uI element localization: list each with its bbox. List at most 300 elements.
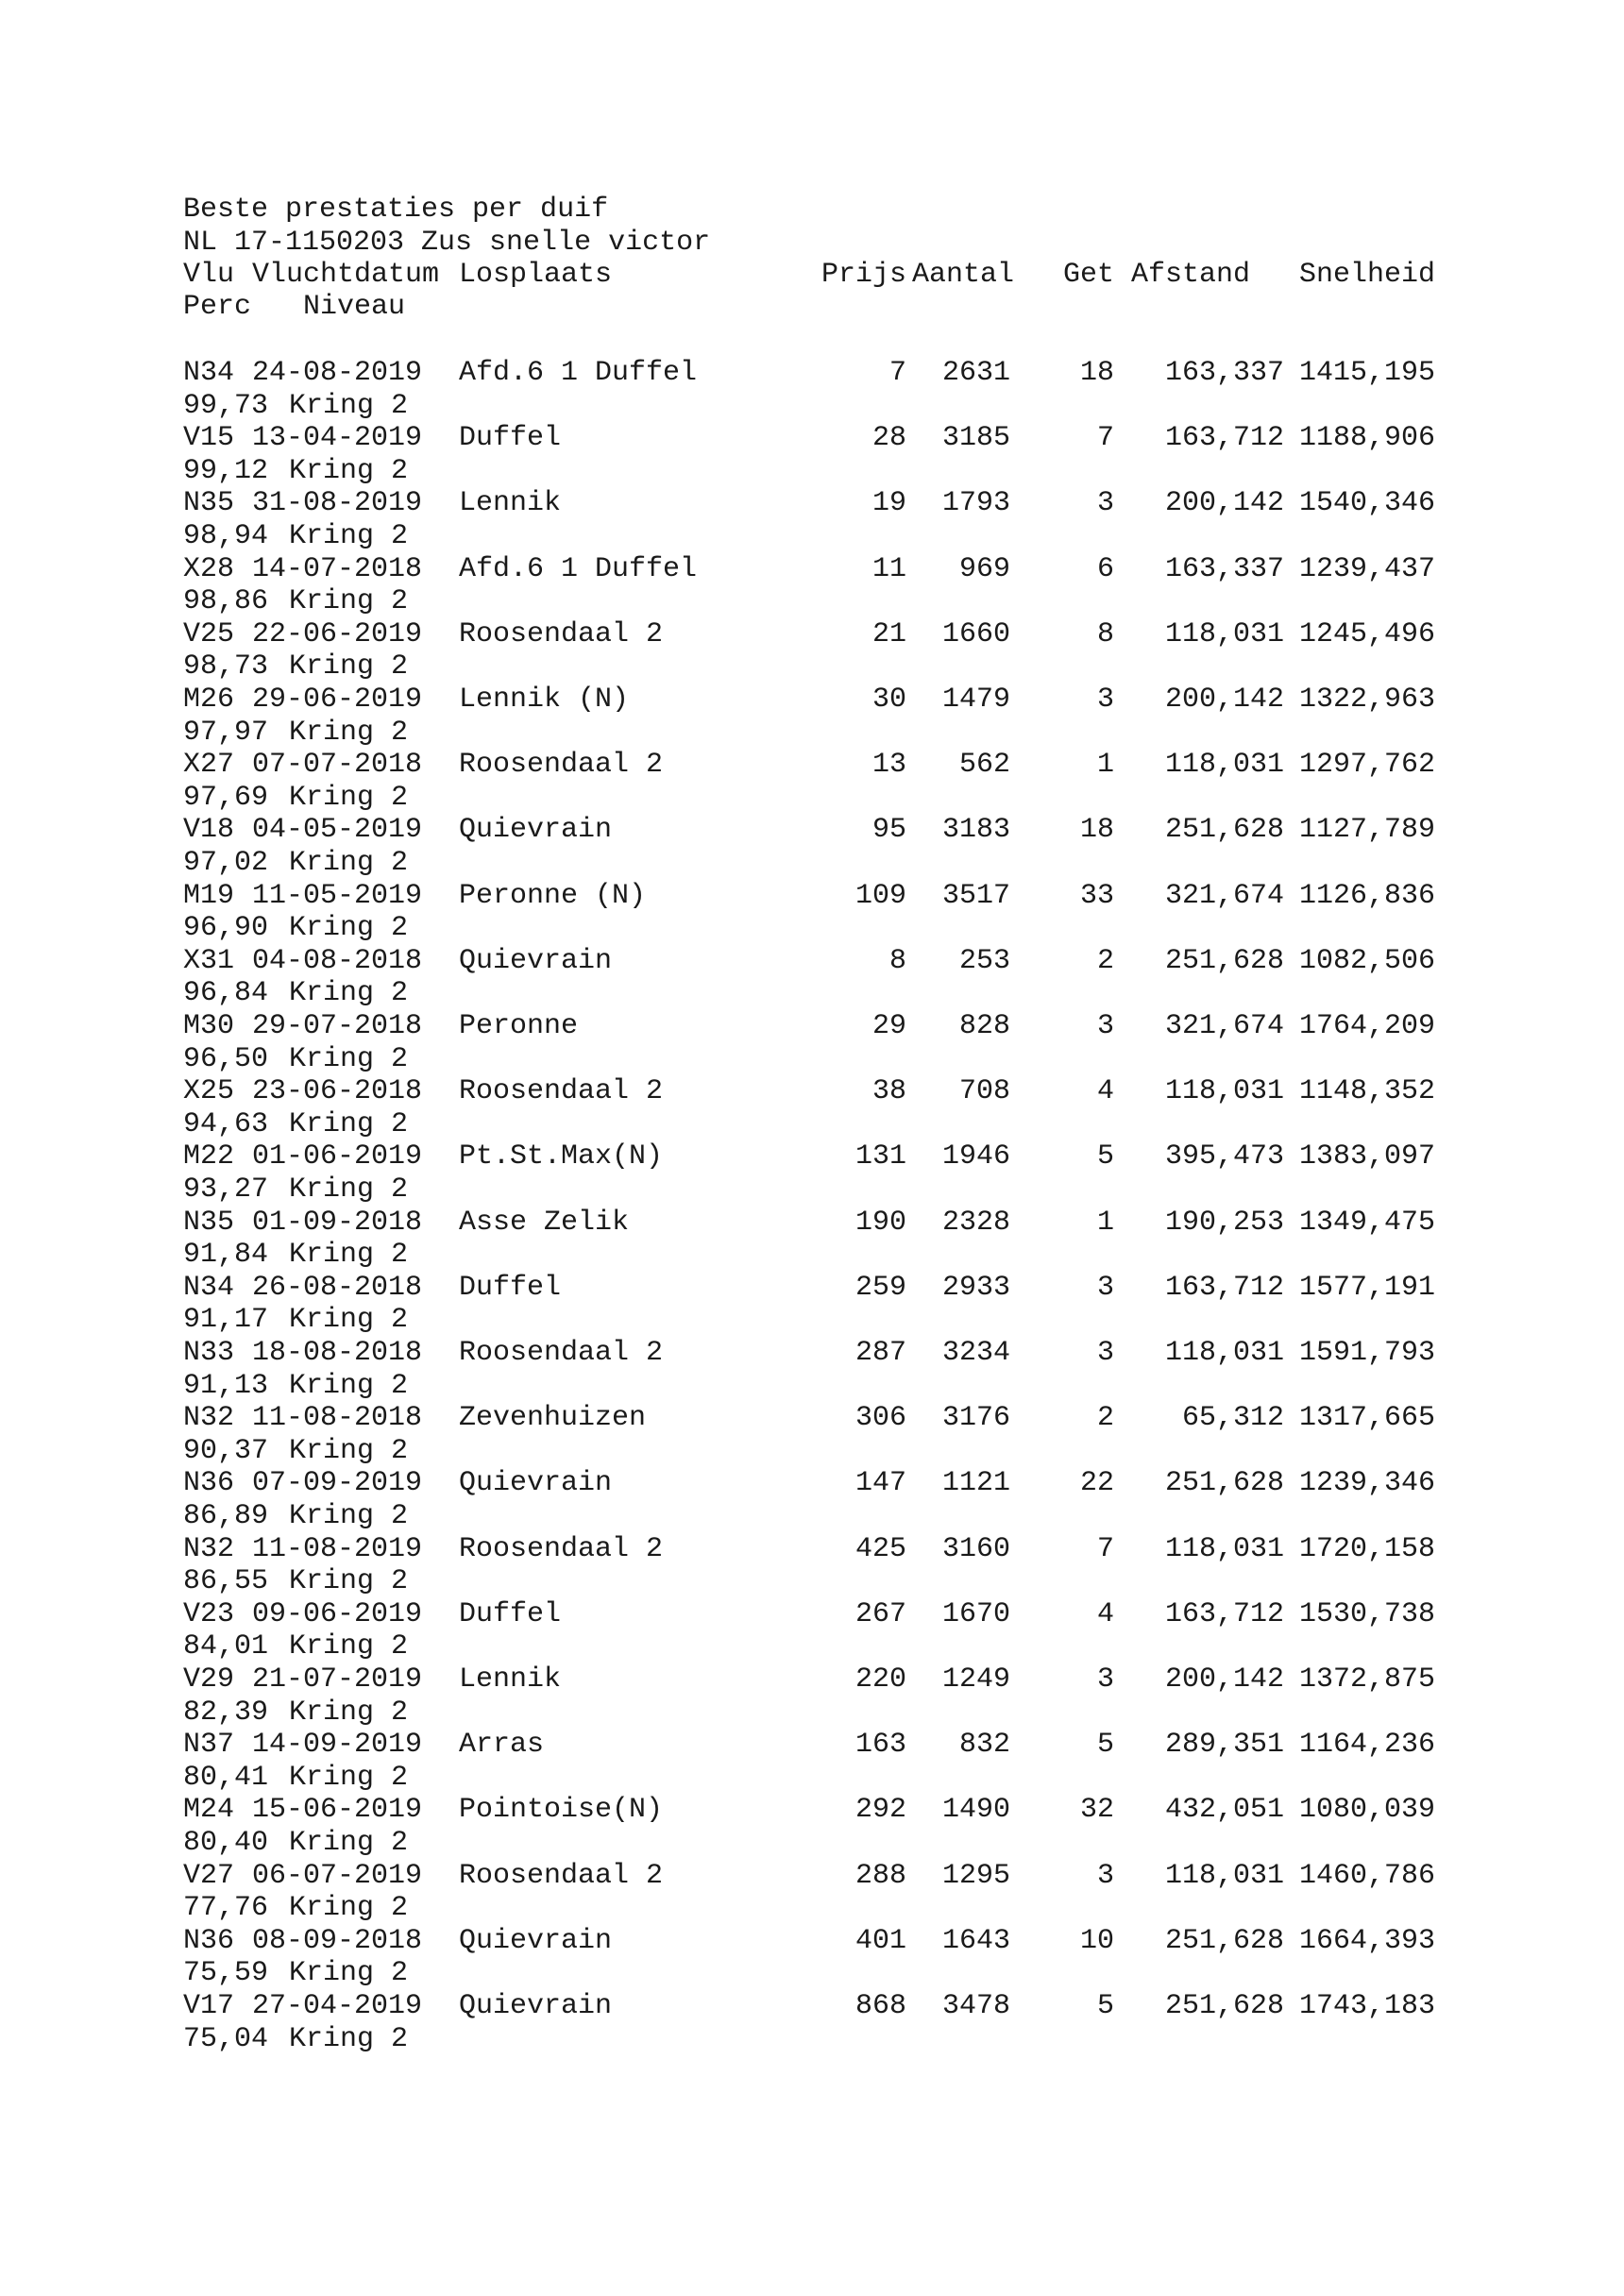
cell-perc: 75,59 [183,1957,269,1990]
cell-date: 09-06-2019 [252,1597,423,1630]
cell-aantal: 969 [958,552,1010,585]
table-row [183,422,1448,455]
cell-los: Lennik (N) [459,684,630,716]
cell-vlu: X31 [183,944,235,977]
table-header [183,259,1448,292]
cell-date: 08-09-2018 [252,1924,423,1957]
cell-get: 3 [1096,487,1114,520]
header-afstand: Afstand [1131,259,1251,291]
cell-los: Quievrain [459,1924,613,1957]
cell-snelheid: 1540,346 [1298,487,1435,520]
cell-vlu: V29 [183,1663,235,1696]
cell-afstand: 395,473 [1164,1140,1284,1173]
cell-perc: 86,55 [183,1565,269,1598]
cell-prijs: 425 [854,1532,906,1565]
table-row-level [183,2023,561,2056]
cell-prijs: 11 [871,552,906,585]
cell-niveau: Kring 2 [289,650,409,684]
cell-perc: 97,97 [183,716,269,749]
cell-afstand: 118,031 [1164,617,1284,650]
cell-niveau: Kring 2 [289,1239,409,1272]
cell-los: Zevenhuizen [459,1402,647,1435]
cell-aantal: 3185 [941,422,1010,455]
cell-prijs: 29 [871,1010,906,1042]
table-row [183,618,1448,651]
cell-afstand: 432,051 [1164,1794,1284,1827]
table-row-level [183,1697,561,1730]
cell-prijs: 288 [854,1859,906,1892]
cell-niveau: Kring 2 [289,1173,409,1206]
cell-date: 22-06-2019 [252,617,423,650]
cell-prijs: 401 [854,1924,906,1957]
cell-prijs: 306 [854,1402,906,1435]
cell-niveau: Kring 2 [289,781,409,814]
header-snelheid: Snelheid [1298,259,1435,291]
cell-aantal: 1946 [941,1140,1010,1173]
cell-niveau: Kring 2 [289,2022,409,2055]
cell-afstand: 118,031 [1164,1075,1284,1108]
header-get: Get [1062,259,1114,291]
cell-niveau: Kring 2 [289,1500,409,1532]
cell-snelheid: 1349,475 [1298,1206,1435,1239]
cell-perc: 84,01 [183,1630,269,1663]
cell-date: 04-08-2018 [252,944,423,977]
cell-afstand: 118,031 [1164,1859,1284,1892]
table-row-level [183,1565,561,1598]
cell-los: Roosendaal 2 [459,749,664,782]
cell-get: 4 [1096,1597,1114,1630]
cell-prijs: 7 [888,357,906,389]
cell-date: 11-05-2019 [252,879,423,912]
cell-snelheid: 1322,963 [1298,684,1435,716]
cell-get: 2 [1096,944,1114,977]
cell-aantal: 1643 [941,1924,1010,1957]
cell-prijs: 19 [871,487,906,520]
table-row-level [183,912,561,945]
cell-get: 5 [1096,1140,1114,1173]
cell-afstand: 251,628 [1164,1924,1284,1957]
cell-niveau: Kring 2 [289,585,409,618]
cell-prijs: 267 [854,1597,906,1630]
header-losplaats: Losplaats [459,259,613,291]
table-row [183,1533,1448,1566]
cell-los: Quievrain [459,944,613,977]
cell-vlu: V25 [183,617,235,650]
cell-get: 5 [1096,1990,1114,2022]
cell-get: 3 [1096,1010,1114,1042]
cell-date: 18-08-2018 [252,1337,423,1369]
cell-date: 29-07-2018 [252,1010,423,1042]
cell-perc: 77,76 [183,1892,269,1925]
cell-perc: 96,50 [183,1042,269,1075]
cell-vlu: V18 [183,814,235,847]
cell-prijs: 30 [871,684,906,716]
cell-snelheid: 1126,836 [1298,879,1435,912]
table-row-level [183,585,561,618]
header-niveau: Niveau [303,291,406,323]
table-row-level [183,1957,561,1990]
cell-niveau: Kring 2 [289,1434,409,1467]
cell-perc: 96,90 [183,912,269,945]
cell-afstand: 163,337 [1164,357,1284,389]
cell-niveau: Kring 2 [289,1761,409,1794]
cell-vlu: N32 [183,1532,235,1565]
cell-perc: 86,89 [183,1500,269,1532]
cell-get: 5 [1096,1729,1114,1762]
cell-los: Roosendaal 2 [459,1532,664,1565]
table-header-2 [183,291,561,324]
header-vluchtdatum: Vluchtdatum [252,259,440,291]
table-row-level [183,977,561,1010]
cell-afstand: 289,351 [1164,1729,1284,1762]
table-row [183,1467,1448,1500]
cell-los: Quievrain [459,814,613,847]
table-row [183,945,1448,978]
cell-aantal: 562 [958,749,1010,782]
cell-date: 24-08-2019 [252,357,423,389]
cell-aantal: 3160 [941,1532,1010,1565]
cell-prijs: 131 [854,1140,906,1173]
cell-get: 33 [1079,879,1114,912]
table-row [183,487,1448,520]
cell-snelheid: 1127,789 [1298,814,1435,847]
cell-los: Pt.St.Max(N) [459,1140,664,1173]
cell-date: 21-07-2019 [252,1663,423,1696]
cell-los: Duffel [459,1597,562,1630]
cell-niveau: Kring 2 [289,912,409,945]
table-row-level [183,1762,561,1795]
header-vlu: Vlu [183,259,235,291]
cell-niveau: Kring 2 [289,1369,409,1402]
cell-prijs: 163 [854,1729,906,1762]
cell-perc: 98,73 [183,650,269,684]
cell-los: Afd.6 1 Duffel [459,552,698,585]
cell-vlu: V27 [183,1859,235,1892]
table-row [183,1598,1448,1631]
cell-snelheid: 1383,097 [1298,1140,1435,1173]
cell-date: 26-08-2018 [252,1271,423,1304]
header-prijs: Prijs [820,259,906,291]
cell-get: 1 [1096,1206,1114,1239]
cell-snelheid: 1164,236 [1298,1729,1435,1762]
cell-perc: 94,63 [183,1107,269,1140]
cell-aantal: 2933 [941,1271,1010,1304]
cell-get: 3 [1096,1663,1114,1696]
cell-vlu: N36 [183,1467,235,1500]
cell-date: 06-07-2019 [252,1859,423,1892]
cell-snelheid: 1297,762 [1298,749,1435,782]
cell-date: 14-07-2018 [252,552,423,585]
cell-niveau: Kring 2 [289,454,409,487]
cell-get: 22 [1079,1467,1114,1500]
cell-get: 4 [1096,1075,1114,1108]
cell-aantal: 1249 [941,1663,1010,1696]
cell-vlu: X28 [183,552,235,585]
cell-afstand: 251,628 [1164,1990,1284,2022]
cell-get: 6 [1096,552,1114,585]
table-row-level [183,1173,561,1207]
cell-vlu: N34 [183,1271,235,1304]
cell-vlu: V23 [183,1597,235,1630]
cell-snelheid: 1372,875 [1298,1663,1435,1696]
table-row [183,1663,1448,1697]
cell-afstand: 251,628 [1164,1467,1284,1500]
cell-get: 10 [1079,1924,1114,1957]
cell-snelheid: 1577,191 [1298,1271,1435,1304]
table-row [183,1860,1448,1893]
cell-los: Lennik [459,1663,562,1696]
table-row [183,1794,1448,1827]
cell-prijs: 8 [888,944,906,977]
table-row-level [183,520,561,553]
cell-vlu: M30 [183,1010,235,1042]
cell-snelheid: 1460,786 [1298,1859,1435,1892]
cell-perc: 91,13 [183,1369,269,1402]
cell-get: 8 [1096,617,1114,650]
cell-perc: 96,84 [183,977,269,1010]
document-title: Beste prestaties per duif [183,194,609,226]
cell-perc: 97,02 [183,847,269,879]
cell-perc: 99,12 [183,454,269,487]
cell-vlu: N35 [183,487,235,520]
cell-get: 32 [1079,1794,1114,1827]
header-perc: Perc [183,291,252,323]
cell-afstand: 118,031 [1164,1337,1284,1369]
cell-los: Lennik [459,487,562,520]
cell-prijs: 287 [854,1337,906,1369]
cell-date: 04-05-2019 [252,814,423,847]
cell-niveau: Kring 2 [289,1696,409,1729]
cell-niveau: Kring 2 [289,977,409,1010]
cell-get: 18 [1079,357,1114,389]
cell-afstand: 251,628 [1164,944,1284,977]
cell-perc: 90,37 [183,1434,269,1467]
cell-date: 29-06-2019 [252,684,423,716]
cell-afstand: 118,031 [1164,749,1284,782]
cell-los: Quievrain [459,1467,613,1500]
table-row [183,1990,1448,2023]
cell-date: 01-06-2019 [252,1140,423,1173]
cell-niveau: Kring 2 [289,1957,409,1990]
cell-afstand: 251,628 [1164,814,1284,847]
cell-prijs: 220 [854,1663,906,1696]
table-row [183,1140,1448,1173]
table-row-level [183,782,561,815]
cell-get: 2 [1096,1402,1114,1435]
table-row [183,1010,1448,1043]
cell-perc: 75,04 [183,2022,269,2055]
cell-aantal: 1793 [941,487,1010,520]
cell-niveau: Kring 2 [289,389,409,422]
table-row [183,749,1448,782]
cell-date: 11-08-2018 [252,1402,423,1435]
cell-snelheid: 1743,183 [1298,1990,1435,2022]
cell-vlu: M24 [183,1794,235,1827]
cell-vlu: N33 [183,1337,235,1369]
cell-snelheid: 1764,209 [1298,1010,1435,1042]
cell-prijs: 28 [871,422,906,455]
cell-niveau: Kring 2 [289,1042,409,1075]
cell-date: 31-08-2019 [252,487,423,520]
cell-date: 11-08-2019 [252,1532,423,1565]
cell-los: Roosendaal 2 [459,1337,664,1369]
table-row-level [183,1827,561,1860]
cell-perc: 91,17 [183,1304,269,1337]
cell-snelheid: 1530,738 [1298,1597,1435,1630]
cell-prijs: 190 [854,1206,906,1239]
cell-aantal: 3478 [941,1990,1010,2022]
cell-niveau: Kring 2 [289,847,409,879]
cell-aantal: 3234 [941,1337,1010,1369]
cell-vlu: N32 [183,1402,235,1435]
table-row [183,814,1448,847]
cell-snelheid: 1188,906 [1298,422,1435,455]
cell-vlu: M26 [183,684,235,716]
table-row-level [183,455,561,488]
table-row-level [183,390,561,423]
cell-vlu: N36 [183,1924,235,1957]
cell-aantal: 828 [958,1010,1010,1042]
cell-vlu: N37 [183,1729,235,1762]
cell-afstand: 200,142 [1164,1663,1284,1696]
header-aantal: Aantal [912,259,1015,291]
cell-date: 07-09-2019 [252,1467,423,1500]
table-row [183,357,1448,390]
cell-aantal: 1660 [941,617,1010,650]
cell-niveau: Kring 2 [289,1107,409,1140]
cell-niveau: Kring 2 [289,1304,409,1337]
table-row-level [183,1892,561,1925]
table-row-level [183,1304,561,1337]
cell-afstand: 200,142 [1164,684,1284,716]
cell-snelheid: 1317,665 [1298,1402,1435,1435]
cell-date: 27-04-2019 [252,1990,423,2022]
cell-prijs: 13 [871,749,906,782]
cell-date: 14-09-2019 [252,1729,423,1762]
table-row-level [183,717,561,750]
cell-vlu: V17 [183,1990,235,2022]
cell-los: Quievrain [459,1990,613,2022]
table-row-level [183,1630,561,1663]
cell-afstand: 163,337 [1164,552,1284,585]
cell-aantal: 832 [958,1729,1010,1762]
table-row [183,880,1448,913]
cell-los: Asse Zelik [459,1206,630,1239]
cell-date: 23-06-2018 [252,1075,423,1108]
cell-snelheid: 1664,393 [1298,1924,1435,1957]
cell-afstand: 65,312 [1181,1402,1284,1435]
cell-aantal: 1295 [941,1859,1010,1892]
cell-get: 3 [1096,1337,1114,1369]
cell-snelheid: 1239,437 [1298,552,1435,585]
table-row [183,1729,1448,1762]
cell-date: 01-09-2018 [252,1206,423,1239]
cell-los: Peronne [459,1010,579,1042]
cell-get: 3 [1096,1271,1114,1304]
cell-aantal: 3183 [941,814,1010,847]
cell-perc: 82,39 [183,1696,269,1729]
pigeon-id: NL 17-1150203 Zus snelle victor [183,227,711,259]
cell-date: 13-04-2019 [252,422,423,455]
cell-prijs: 147 [854,1467,906,1500]
cell-prijs: 95 [871,814,906,847]
cell-perc: 98,86 [183,585,269,618]
table-row-level [183,1500,561,1533]
cell-niveau: Kring 2 [289,716,409,749]
table-row [183,1925,1448,1958]
cell-aantal: 1479 [941,684,1010,716]
cell-get: 18 [1079,814,1114,847]
table-row-level [183,1108,561,1141]
table-row-level [183,1043,561,1076]
cell-afstand: 190,253 [1164,1206,1284,1239]
cell-los: Pointoise(N) [459,1794,664,1827]
cell-niveau: Kring 2 [289,1630,409,1663]
table-row-level [183,1239,561,1272]
cell-vlu: N34 [183,357,235,389]
cell-snelheid: 1082,506 [1298,944,1435,977]
cell-get: 3 [1096,1859,1114,1892]
cell-los: Roosendaal 2 [459,1859,664,1892]
cell-snelheid: 1080,039 [1298,1794,1435,1827]
cell-afstand: 321,674 [1164,1010,1284,1042]
cell-los: Roosendaal 2 [459,1075,664,1108]
cell-vlu: N35 [183,1206,235,1239]
cell-perc: 98,94 [183,520,269,552]
table-row [183,1402,1448,1435]
cell-snelheid: 1148,352 [1298,1075,1435,1108]
cell-prijs: 21 [871,617,906,650]
cell-los: Duffel [459,422,562,455]
cell-vlu: X25 [183,1075,235,1108]
cell-prijs: 38 [871,1075,906,1108]
cell-perc: 97,69 [183,781,269,814]
cell-perc: 93,27 [183,1173,269,1206]
cell-afstand: 163,712 [1164,422,1284,455]
cell-prijs: 109 [854,879,906,912]
cell-los: Roosendaal 2 [459,617,664,650]
cell-aantal: 3517 [941,879,1010,912]
cell-vlu: V15 [183,422,235,455]
cell-prijs: 868 [854,1990,906,2022]
cell-date: 07-07-2018 [252,749,423,782]
cell-afstand: 118,031 [1164,1532,1284,1565]
table-row-level [183,1370,561,1403]
cell-aantal: 2631 [941,357,1010,389]
cell-vlu: X27 [183,749,235,782]
cell-prijs: 259 [854,1271,906,1304]
cell-aantal: 253 [958,944,1010,977]
cell-perc: 80,41 [183,1761,269,1794]
cell-aantal: 3176 [941,1402,1010,1435]
cell-afstand: 200,142 [1164,487,1284,520]
table-row-level [183,650,561,684]
cell-niveau: Kring 2 [289,1892,409,1925]
cell-snelheid: 1415,195 [1298,357,1435,389]
cell-date: 15-06-2019 [252,1794,423,1827]
table-row-level [183,1435,561,1468]
cell-perc: 80,40 [183,1827,269,1859]
cell-get: 1 [1096,749,1114,782]
cell-afstand: 163,712 [1164,1271,1284,1304]
cell-los: Afd.6 1 Duffel [459,357,698,389]
cell-get: 7 [1096,1532,1114,1565]
cell-niveau: Kring 2 [289,520,409,552]
cell-perc: 99,73 [183,389,269,422]
cell-niveau: Kring 2 [289,1827,409,1859]
cell-aantal: 1670 [941,1597,1010,1630]
table-row [183,684,1448,717]
